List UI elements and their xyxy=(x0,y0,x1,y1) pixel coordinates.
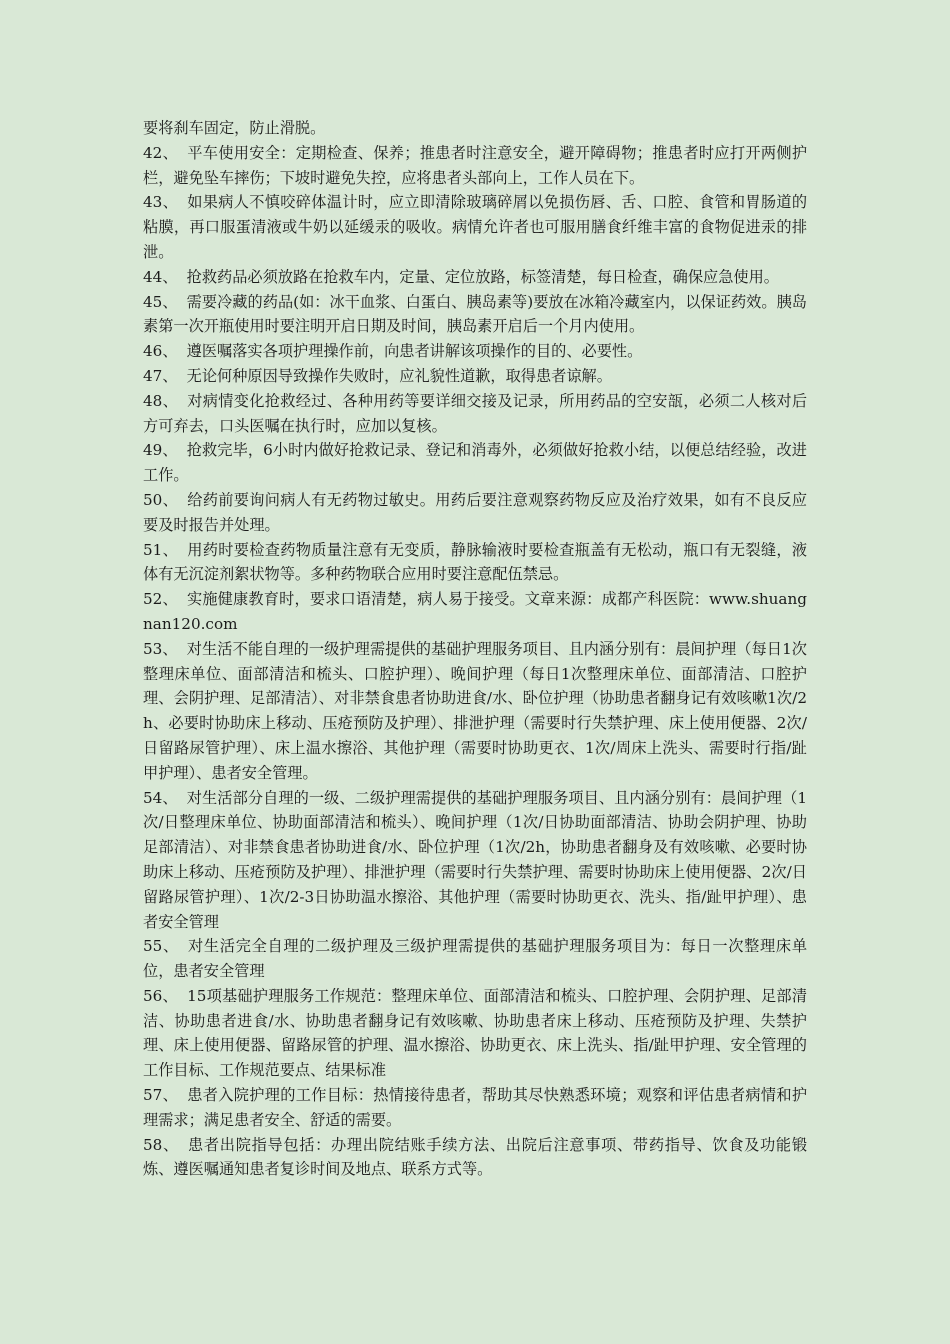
paragraph-text: 用药时要检查药物质量注意有无变质，静脉输液时要检查瓶盖有无松动，瓶口有无裂缝，液体有无沉淀剂絮状物等。多种药物联合应用时要注意配伍禁忌。 xyxy=(143,540,808,584)
item-number: 42、 xyxy=(143,143,179,162)
item-number: 51、 xyxy=(143,540,179,559)
document-body xyxy=(143,116,807,1182)
paragraph-item-42 xyxy=(143,141,807,191)
paragraph-text: 要将刹车固定，防止滑脱。 xyxy=(143,119,326,137)
paragraph-text: 抢救完毕，6小时内做好抢救记录、登记和消毒外，必须做好抢救小结，以便总结经验，改进工作。 xyxy=(143,441,807,485)
paragraph-text: 无论何种原因导致操作失败时，应礼貌性道歉，取得患者谅解。 xyxy=(186,366,612,385)
item-number: 48、 xyxy=(143,391,179,410)
paragraph-text: 对病情变化抢救经过、各种用药等要详细交接及记录，所用药品的空安瓿，必须二人核对后方可弃去，口头医嘱在执行时，应加以复核。 xyxy=(143,391,808,435)
paragraph-item-54 xyxy=(143,786,807,935)
item-number: 55、 xyxy=(143,937,179,956)
paragraph-text: 对生活完全自理的二级护理及三级护理需提供的基础护理服务项目为：每日一次整理床单位，患者安全管理 xyxy=(143,937,808,981)
item-number: 43、 xyxy=(143,193,179,212)
item-number: 45、 xyxy=(143,292,178,311)
item-number: 46、 xyxy=(143,342,178,361)
item-number: 44、 xyxy=(143,267,178,286)
paragraph-item-53 xyxy=(143,637,807,786)
paragraph-text: 平车使用安全：定期检查、保养；推患者时注意安全，避开障碍物；推患者时应打开两侧护栏，避免坠车摔伤；下坡时避免失控，应将患者头部向上，工作人员在下。 xyxy=(143,143,808,187)
paragraph-text: 遵医嘱落实各项护理操作前，向患者讲解该项操作的目的、必要性。 xyxy=(186,342,643,361)
paragraph-item-46 xyxy=(143,339,807,364)
paragraph-item-57 xyxy=(143,1083,807,1133)
paragraph-continuation xyxy=(143,116,807,141)
item-number: 58、 xyxy=(143,1135,179,1154)
item-number: 53、 xyxy=(143,639,178,658)
item-number: 47、 xyxy=(143,366,178,385)
paragraph-item-51 xyxy=(143,538,807,588)
paragraph-text: 对生活不能自理的一级护理需提供的基础护理服务项目、且内涵分别有：晨间护理（每日1次整理床单位、面部清洁和梳头、口腔护理）、晚间护理（每日1次整理床单位、面部清洁、口腔护理、会阴护理、足部清洁）、对非禁食患者协助进食/水、卧位护理（协助患者翻身记有效咳嗽1次/2h、必要时协助床上移动、压疮预防及护理）、排泄护理（需要时行失禁护理、床上使用便器、2次/日留路尿管护理）、床上温水擦浴、其他护理（需要时协助更衣、1次/周床上洗头、需要时行指/趾甲护理）、患者安全管理。 xyxy=(143,639,807,782)
paragraph-item-44 xyxy=(143,265,807,290)
paragraph-item-48 xyxy=(143,389,807,439)
paragraph-text: 患者出院指导包括：办理出院结账手续方法、出院后注意事项、带药指导、饮食及功能锻炼、遵医嘱通知患者复诊时间及地点、联系方式等。 xyxy=(143,1135,808,1179)
paragraph-item-43 xyxy=(143,190,807,264)
paragraph-item-47 xyxy=(143,364,807,389)
paragraph-item-50 xyxy=(143,488,807,538)
item-number: 50、 xyxy=(143,490,179,509)
item-number: 57、 xyxy=(143,1086,179,1105)
paragraph-item-45 xyxy=(143,290,807,340)
paragraph-text: 15项基础护理服务工作规范：整理床单位、面部清洁和梳头、口腔护理、会阴护理、足部清洁、协助患者进食/水、协助患者翻身记有效咳嗽、协助患者床上移动、压疮预防及护理、失禁护理、床上使用便器、留路尿管的护理、温水擦浴、协助更衣、床上洗头、指/趾甲护理、安全管理的工作目标、工作规范要点、结果标准 xyxy=(143,986,808,1080)
paragraph-item-58 xyxy=(143,1133,807,1183)
item-number: 56、 xyxy=(143,986,178,1005)
paragraph-text: 患者入院护理的工作目标：热情接待患者，帮助其尽快熟悉环境；观察和评估患者病情和护理需求；满足患者安全、舒适的需要。 xyxy=(143,1086,808,1129)
paragraph-text: 需要冷藏的药品(如：冰干血浆、白蛋白、胰岛素等)要放在冰箱冷藏室内，以保证药效。胰岛素第一次开瓶使用时要注明开启日期及时间，胰岛素开启后一个月内使用。 xyxy=(143,292,807,336)
paragraph-item-55 xyxy=(143,934,807,984)
paragraph-text: 如果病人不慎咬碎体温计时，应立即清除玻璃碎屑以免损伤唇、舌、口腔、食管和胃肠道的粘膜，再口服蛋清液或牛奶以延缓汞的吸收。病情允许者也可服用膳食纤维丰富的食物促进汞的排泄。 xyxy=(143,193,808,261)
paragraph-text: 对生活部分自理的一级、二级护理需提供的基础护理服务项目、且内涵分别有：晨间护理（1次/日整理床单位、协助面部清洁和梳头）、晚间护理（1次/日协助面部清洁、协助会阴护理、协助足部清洁）、对非禁食患者协助进食/水、卧位护理（1次/2h，协助患者翻身及有效咳嗽、必要时协助床上移动、压疮预防及护理）、排泄护理（需要时行失禁护理、需要时协助床上使用便器、2次/日留路尿管护理）、1次/2-3日协助温水擦浴、其他护理（需要时协助更衣、洗头、指/趾甲护理）、患者安全管理 xyxy=(143,788,807,931)
paragraph-item-49 xyxy=(143,438,807,488)
item-number: 49、 xyxy=(143,441,178,460)
item-number: 52、 xyxy=(143,590,178,609)
paragraph-text: 实施健康教育时，要求口语清楚，病人易于接受。文章来源：成都产科医院：www.shuangnan120.com xyxy=(143,590,807,633)
paragraph-item-56 xyxy=(143,984,807,1083)
paragraph-text: 抢救药品必须放路在抢救车内，定量、定位放路，标签清楚，每日检查，确保应急使用。 xyxy=(186,267,779,286)
paragraph-item-52 xyxy=(143,587,807,637)
item-number: 54、 xyxy=(143,788,178,807)
paragraph-text: 给药前要询问病人有无药物过敏史。用药后要注意观察药物反应及治疗效果，如有不良反应要及时报告并处理。 xyxy=(143,490,808,534)
